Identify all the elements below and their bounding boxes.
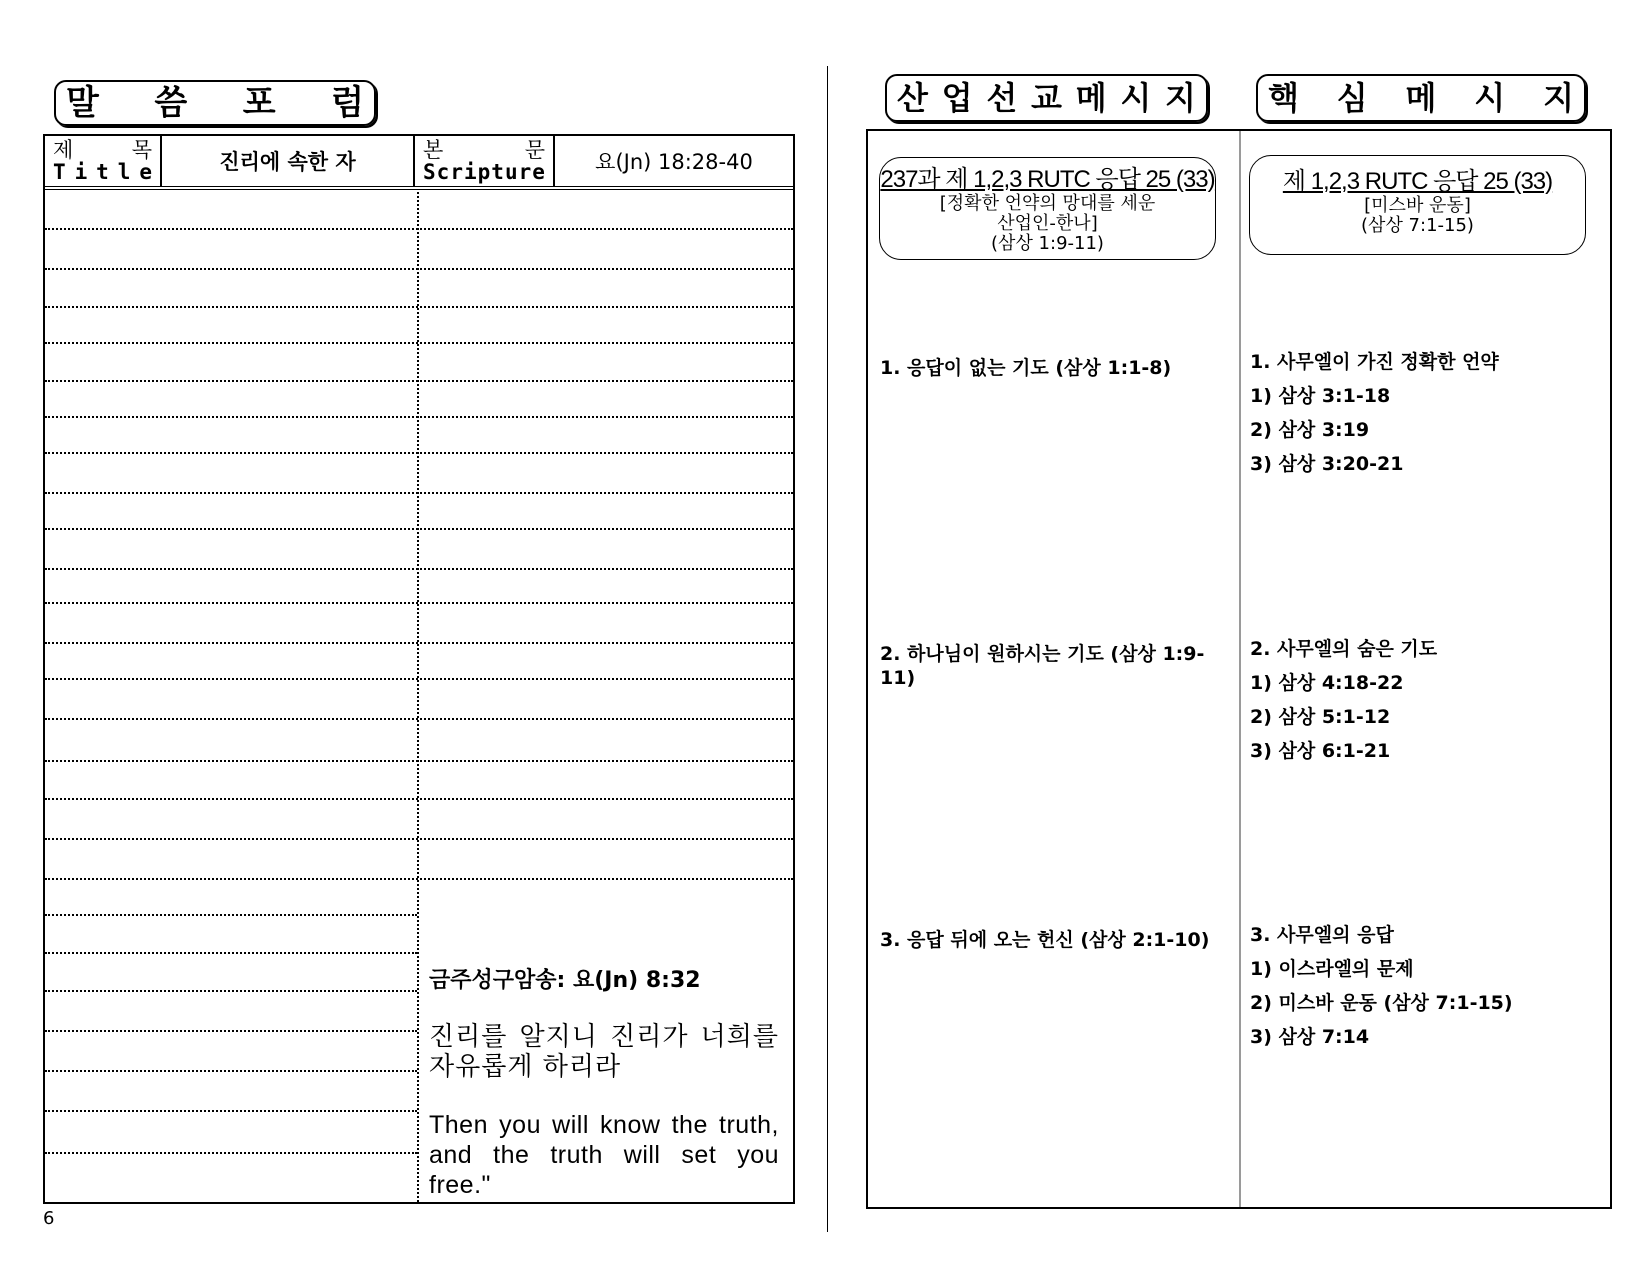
ruled-line [45, 452, 793, 454]
ruled-line [45, 1152, 417, 1154]
scripture-label-en-char: i [463, 160, 477, 184]
scripture-label-en-char: S [423, 160, 436, 184]
core-message-title-char: 심 [1336, 79, 1368, 117]
word-forum-title [54, 80, 376, 126]
industrial-mission-title-char: 지 [1165, 79, 1196, 117]
ruled-line [45, 416, 793, 418]
lesson-subtitle: [미스바 운동] [1364, 195, 1471, 216]
ruled-line [45, 268, 793, 270]
outline-section-title: 1. 사무엘이 가진 정확한 언약 [1250, 351, 1499, 373]
ruled-line [45, 568, 793, 570]
lesson-title: 제 1,2,3 RUTC 응답 25 (33) [1282, 168, 1553, 195]
memory-verse-korean: 진리를 알지니 진리가 너희를 자유롭게 하리라 [429, 1022, 779, 1082]
scripture-label-en-char: e [532, 160, 545, 184]
scripture-reference: 요(Jn) 18:28-40 [595, 150, 753, 174]
lesson-reference: (삼상 7:1-15) [1361, 215, 1474, 236]
scripture-label-en-char: t [491, 160, 504, 184]
ruled-line [45, 1070, 417, 1072]
title-label-en-char: i [74, 160, 88, 184]
ruled-line [45, 838, 793, 840]
outline-point: 2. 하나님이 원하시는 기도 (삼상 1:9-11) [880, 643, 1205, 689]
outline-sub-item: 2) 미스바 운동 (삼상 7:1-15) [1250, 992, 1513, 1014]
industrial-mission-title-char: 업 [941, 79, 973, 117]
industrial-mission-title-char: 메 [1075, 79, 1107, 117]
outline-section [1250, 637, 1600, 763]
outline-section [1250, 923, 1600, 1049]
scripture-label-cell [415, 136, 555, 186]
title-label-kr-char: 제 [53, 138, 74, 162]
memory-verse-heading: 금주성구암송: 요(Jn) 8:32 [429, 968, 701, 993]
ruled-line [45, 306, 793, 308]
title-label-kr-char: 목 [131, 138, 152, 162]
title-label-en-char: T [53, 160, 66, 184]
lesson-reference: (삼상 1:9-11) [991, 233, 1104, 254]
ruled-line [45, 342, 793, 344]
outline-section-title: 2. 사무엘의 숨은 기도 [1250, 638, 1438, 660]
core-message-title-char: 시 [1474, 79, 1506, 117]
outline-sub-item: 3) 삼상 7:14 [1250, 1026, 1370, 1048]
word-forum-title-char: 포 [242, 83, 276, 123]
lesson-subtitle: [정확한 언약의 망대를 세운 [939, 193, 1156, 214]
core-message-title-char: 메 [1405, 79, 1437, 117]
outline-section [1250, 350, 1600, 476]
scripture-label-en-char: u [504, 160, 518, 184]
scripture-label-en-char: c [436, 160, 450, 184]
lesson-title: 237과 제 1,2,3 RUTC 응답 25 (33) [880, 166, 1215, 193]
industrial-mission-title-char: 시 [1120, 79, 1152, 117]
ruled-line [45, 878, 793, 880]
title-label-en-char: l [117, 160, 131, 184]
message-outline-frame [866, 129, 1612, 1209]
note-lines-area [45, 192, 793, 1202]
outline-point: 1. 응답이 없는 기도 (삼상 1:1-8) [880, 357, 1172, 379]
word-forum-title-char: 씀 [154, 83, 188, 123]
sermon-title: 진리에 속한 자 [219, 150, 356, 174]
title-value-cell [162, 136, 415, 186]
outline-sub-item: 2) 삼상 3:19 [1250, 419, 1370, 441]
column-divider [1239, 131, 1241, 1207]
ruled-line [45, 1110, 417, 1112]
ruled-line [45, 760, 793, 762]
ruled-line [45, 528, 793, 530]
word-forum-title-char: 럼 [331, 83, 364, 123]
ruled-line [45, 380, 793, 382]
outline-sub-item: 1) 이스라엘의 문제 [1250, 958, 1414, 980]
scripture-value-cell [555, 136, 793, 186]
outline-sub-item: 2) 삼상 5:1-12 [1250, 706, 1391, 728]
lesson-box-core [1249, 155, 1586, 255]
core-message-title-char: 핵 [1268, 79, 1299, 117]
outline-section-title: 3. 사무엘의 응답 [1250, 924, 1394, 946]
ruled-line [45, 990, 417, 992]
ruled-line [45, 492, 793, 494]
industrial-mission-title [885, 74, 1208, 122]
core-message-title [1256, 74, 1586, 122]
sermon-notes-table [43, 134, 795, 1204]
ruled-line [45, 642, 793, 644]
scripture-label-en-char: r [450, 160, 463, 184]
ruled-line [45, 798, 793, 800]
word-forum-title-char: 말 [66, 83, 99, 123]
page-spine-divider [827, 66, 828, 1232]
ruled-line [45, 602, 793, 604]
title-label-en-char: t [96, 160, 109, 184]
lesson-subtitle: 산업인-한나] [997, 213, 1098, 234]
outline-sub-item: 1) 삼상 3:1-18 [1250, 385, 1391, 407]
core-message-title-char: 지 [1543, 79, 1574, 117]
industrial-mission-title-char: 산 [897, 79, 928, 117]
outline-sub-item: 3) 삼상 6:1-21 [1250, 740, 1391, 762]
scripture-label-kr-char: 문 [524, 138, 545, 162]
memory-verse-block [429, 966, 779, 1200]
scripture-label-kr-char: 본 [423, 138, 444, 162]
ruled-line [45, 1030, 417, 1032]
outline-sub-item: 1) 삼상 4:18-22 [1250, 672, 1404, 694]
sermon-header-row [45, 136, 793, 190]
title-label-cell [45, 136, 162, 186]
page-number: 6 [43, 1208, 55, 1229]
industrial-mission-title-char: 선 [986, 79, 1018, 117]
ruled-line [45, 952, 417, 954]
lesson-box-industrial [879, 157, 1216, 260]
ruled-line [45, 228, 793, 230]
ruled-line [45, 678, 793, 680]
outline-sub-item: 3) 삼상 3:20-21 [1250, 453, 1404, 475]
industrial-mission-title-char: 교 [1031, 79, 1062, 117]
outline-point: 3. 응답 뒤에 오는 헌신 (삼상 2:1-10) [880, 929, 1210, 951]
memory-verse-english: Then you will know the truth, and the truth will set you free." [429, 1111, 779, 1199]
ruled-line [45, 914, 417, 916]
scripture-label-en-char: r [518, 160, 532, 184]
title-label-en-char: e [139, 160, 152, 184]
ruled-line [45, 718, 793, 720]
scripture-label-en-char: p [477, 160, 491, 184]
